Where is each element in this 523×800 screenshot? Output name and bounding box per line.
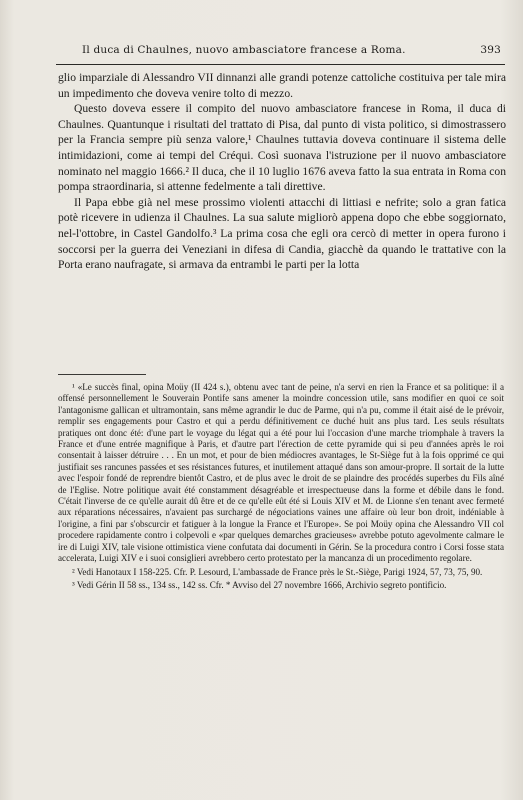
paragraph: glio imparziale di Alessandro VII dinnanzi alle grandi potenze cattoliche costituiva per tale mira un impedimento che doveva venire tolto di mezzo.	[58, 71, 506, 100]
footnote-1: ¹ «Le succès final, opina Moüy (II 424 s.), obtenu avec tant de peine, n'a servi en rien la France et sa politique: il a offensé personnellement le Souverain Pontife sans amener la moindre concession utile, sans modifier en quoi ce soit l'antagonisme gallican et ultramontain, sans même agrandir le duc de Parme, qui n'a pu, comme il était aisé de le prévoir, remplir ses engagements pour Castro et qui a perdu définitivement ce duché huit ans plus tard. Les seuls résultats pratiques ont donc été: d'une part le voyage du légat qui a été pour lui l'occasion d'une marche triomphale à travers la France et d'une entrée magnifique à Paris, et d'autre part l'érection de cette pyramide qui si peu d'années après le roi consentait à laisser détruire . . . En un mot, et pour de bien médiocres avantages, le St-Siège fut à la fois opprimé ce qui justifiait ses rancunes passées et ses résistances futures, et inutilement attaqué dans son amour-propre. Il sortait de la lutte avec l'espoir fondé de reprendre bientôt Castro, et de plus avec le droit de se plaindre des procédés superbes du Fils aîné de l'Eglise. Notre politique avait été constamment désagréable et irrespectueuse dans la forme et débile dans le fond. C'était l'inverse de ce qu'elle aurait dû être et de ce qu'elle eût été si Louis XIV et M. de Lionne s'en tenant avec fermeté aux réparations nécessaires, n'avaient pas surchargé de négociations vaines une affaire où leur bon droit, indéniable à l'origine, a fini par s'obscurcir et fatiguer à la longue la France et l'Europe». Se poi Moüy opina che Alessandro VII col procedere rapidamente contro i colpevoli e «par quelques demarches gracieuses» avrebbe potuto agevolmente calmare le ire di Luigi XIV, tale visione ottimistica viene confutata dai documenti in Gérin. Se la procedura contro i Corsi fosse stata accelerata, Luigi XIV e i suoi consiglieri avrebbero certo protestato per la mancanza di un procedimento regolare.	[58, 382, 504, 564]
main-text	[58, 70, 506, 273]
paragraph: Il Papa ebbe già nel mese prossimo violenti attacchi di littiasi e nefrite; solo a gran fatica potè ricevere in udienza il Chaulnes. La sua salute migliorò appena dopo che ebbe soggiornato, nel-l'ottobre, in Castel Gandolfo.³ La prima cosa che egli ora cercò di metter in opera furono i soccorsi per la guerra dei Veneziani in difesa di Candia, giacchè da quando le trattative con la Porta erano naufragate, si armava da entrambi le parti per la lotta	[58, 195, 506, 272]
footnote-3: ³ Vedi Gérin II 58 ss., 134 ss., 142 ss. Cfr. * Avviso del 27 novembre 1666, Archivio segreto pontificio.	[72, 579, 447, 590]
footnote-rule	[58, 374, 146, 375]
footnotes	[58, 382, 504, 592]
header-rule	[56, 64, 505, 65]
running-header	[56, 44, 505, 60]
running-title: Il duca di Chaulnes, nuovo ambasciatore francese a Roma.	[82, 44, 406, 56]
paragraph: Questo doveva essere il compito del nuovo ambasciatore francese in Roma, il duca di Chaulnes. Quantunque i risultati del trattato di Pisa, dal punto di vista politico, si dimostrassero per la Francia sempre più senza valore,¹ Chaulnes tuttavia doveva continuare il sistema delle intimidazioni, come ai tempi del Créqui. Così suonava l'istruzione per il nuovo ambasciatore nominato nel maggio 1666.² Il duca, che il 10 luglio 1676 aveva fatto la sua entrata in Roma con pompa straordinaria, si attenne fedelmente a tali direttive.	[58, 102, 506, 194]
page-number: 393	[480, 44, 501, 56]
footnote-2: ² Vedi Hanotaux I 158-225. Cfr. P. Lesourd, L'ambassade de France près le St.-Siège, Parigi 1924, 57, 73, 75, 90.	[72, 566, 483, 577]
